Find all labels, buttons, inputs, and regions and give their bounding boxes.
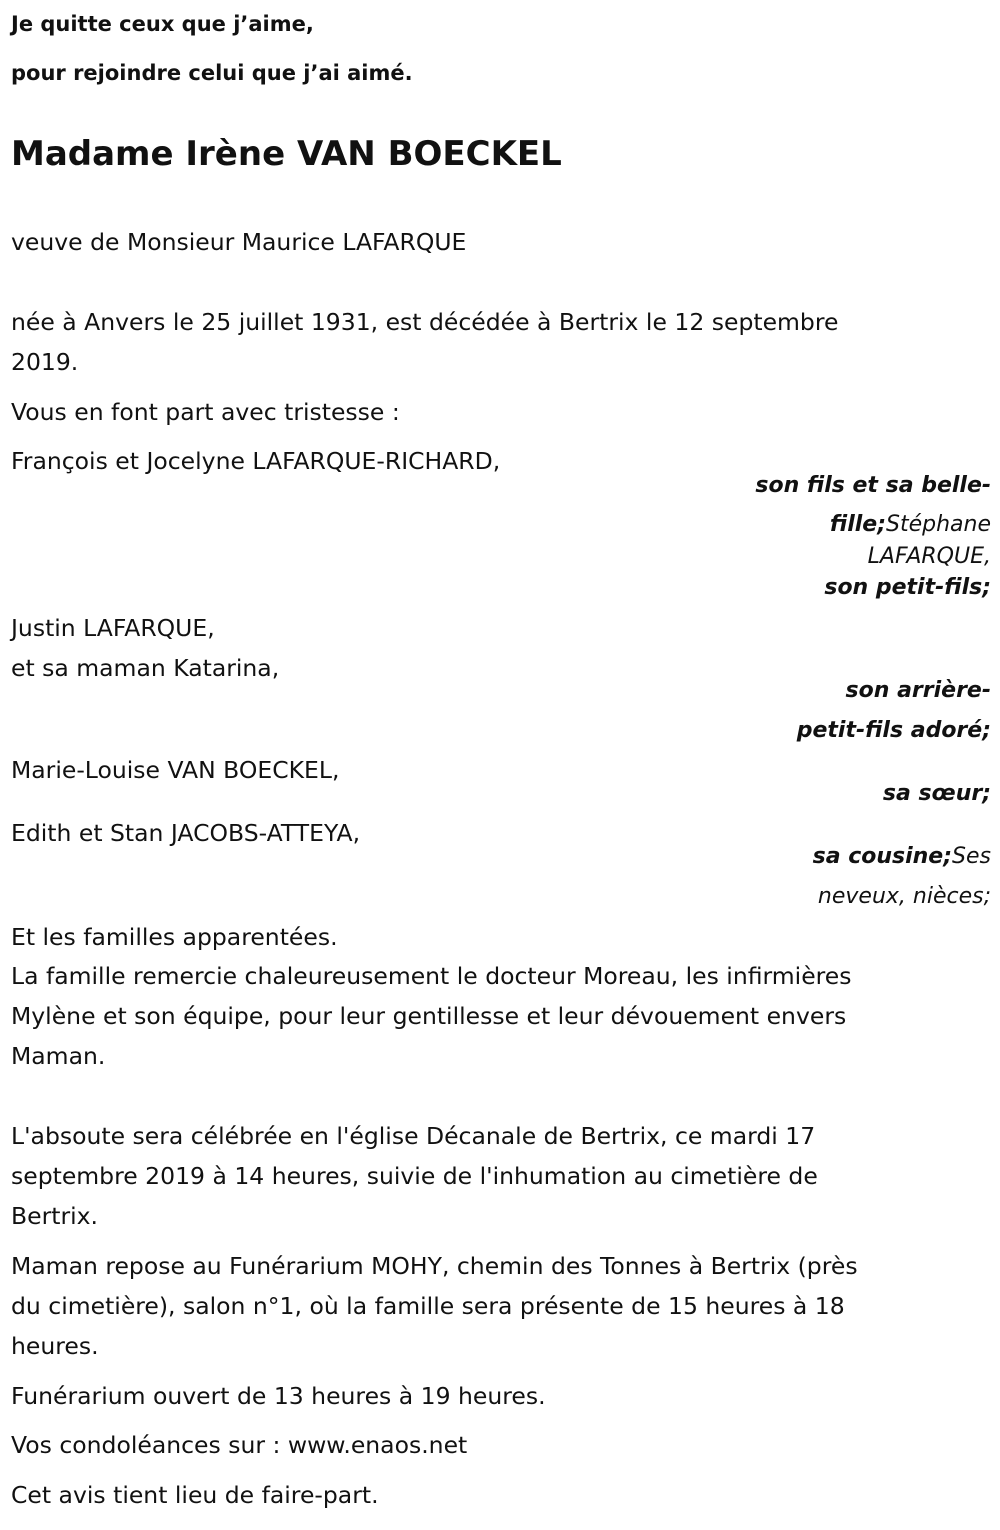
family-edith: Edith et Stan JACOBS-ATTEYA, <box>11 819 361 847</box>
role-cousin-text: sa cousine; <box>812 844 953 869</box>
role-great-grandson-line-2 <box>797 711 991 751</box>
ceremony-line-3: Bertrix. <box>11 1202 99 1230</box>
role-sister-line <box>883 774 991 814</box>
stephane-name-2: LAFARQUE, <box>867 544 991 569</box>
role-son-line-1 <box>755 466 991 506</box>
birth-death-line-2: 2019. <box>11 348 79 376</box>
opening-hours: Funérarium ouvert de 13 heures à 19 heures. <box>11 1382 546 1410</box>
epitaph-line-2: pour rejoindre celui que j’ai aimé. <box>11 61 413 85</box>
nephews-line-2: neveux, nièces; <box>817 884 991 909</box>
deceased-name: Madame Irène VAN BOECKEL <box>11 134 562 174</box>
families-line: Et les familles apparentées. <box>11 923 338 951</box>
nephews-line-1: Ses <box>952 844 991 869</box>
rest-line-3: heures. <box>11 1332 99 1360</box>
thanks-line-1: La famille remercie chaleureusement le docteur Moreau, les infirmières <box>11 962 852 990</box>
role-cousin-line <box>813 837 991 877</box>
role-son-text-2: fille; <box>829 512 886 537</box>
stephane-name-1: Stéphane <box>886 512 991 537</box>
thanks-line-3: Maman. <box>11 1042 106 1070</box>
role-son-line-2 <box>830 505 991 545</box>
role-great-grandson-text-2: petit-fils adoré; <box>796 718 991 743</box>
family-marie-louise: Marie-Louise VAN BOECKEL, <box>11 756 340 784</box>
family-francois: François et Jocelyne LAFARQUE-RICHARD, <box>11 447 501 475</box>
role-great-grandson-text-1: son arrière- <box>845 678 991 703</box>
notice-line: Cet avis tient lieu de faire-part. <box>11 1481 379 1509</box>
ceremony-line-1: L'absoute sera célébrée en l'église Décanale de Bertrix, ce mardi 17 <box>11 1122 816 1150</box>
rest-line-2: du cimetière), salon n°1, où la famille sera présente de 15 heures à 18 <box>11 1292 845 1320</box>
birth-death-line-1: née à Anvers le 25 juillet 1931, est décédée à Bertrix le 12 septembre <box>11 308 839 336</box>
epitaph-line-1: Je quitte ceux que j’aime, <box>11 12 314 36</box>
intro-text: Vous en font part avec tristesse : <box>11 398 400 426</box>
family-justin-line-1: Justin LAFARQUE, <box>11 614 215 642</box>
role-great-grandson-line-1 <box>846 671 991 711</box>
widow-of: veuve de Monsieur Maurice LAFARQUE <box>11 228 467 256</box>
role-grandson-line <box>824 568 991 608</box>
role-son-text-1: son fils et sa belle- <box>755 473 991 498</box>
role-grandson-text: son petit-fils; <box>824 575 991 600</box>
thanks-line-2: Mylène et son équipe, pour leur gentillesse et leur dévouement envers <box>11 1002 847 1030</box>
rest-line-1: Maman repose au Funérarium MOHY, chemin des Tonnes à Bertrix (près <box>11 1252 858 1280</box>
family-justin-line-2: et sa maman Katarina, <box>11 654 280 682</box>
role-sister-text: sa sœur; <box>882 781 991 806</box>
ceremony-line-2: septembre 2019 à 14 heures, suivie de l'inhumation au cimetière de <box>11 1162 818 1190</box>
condolences-line: Vos condoléances sur : www.enaos.net <box>11 1431 468 1459</box>
